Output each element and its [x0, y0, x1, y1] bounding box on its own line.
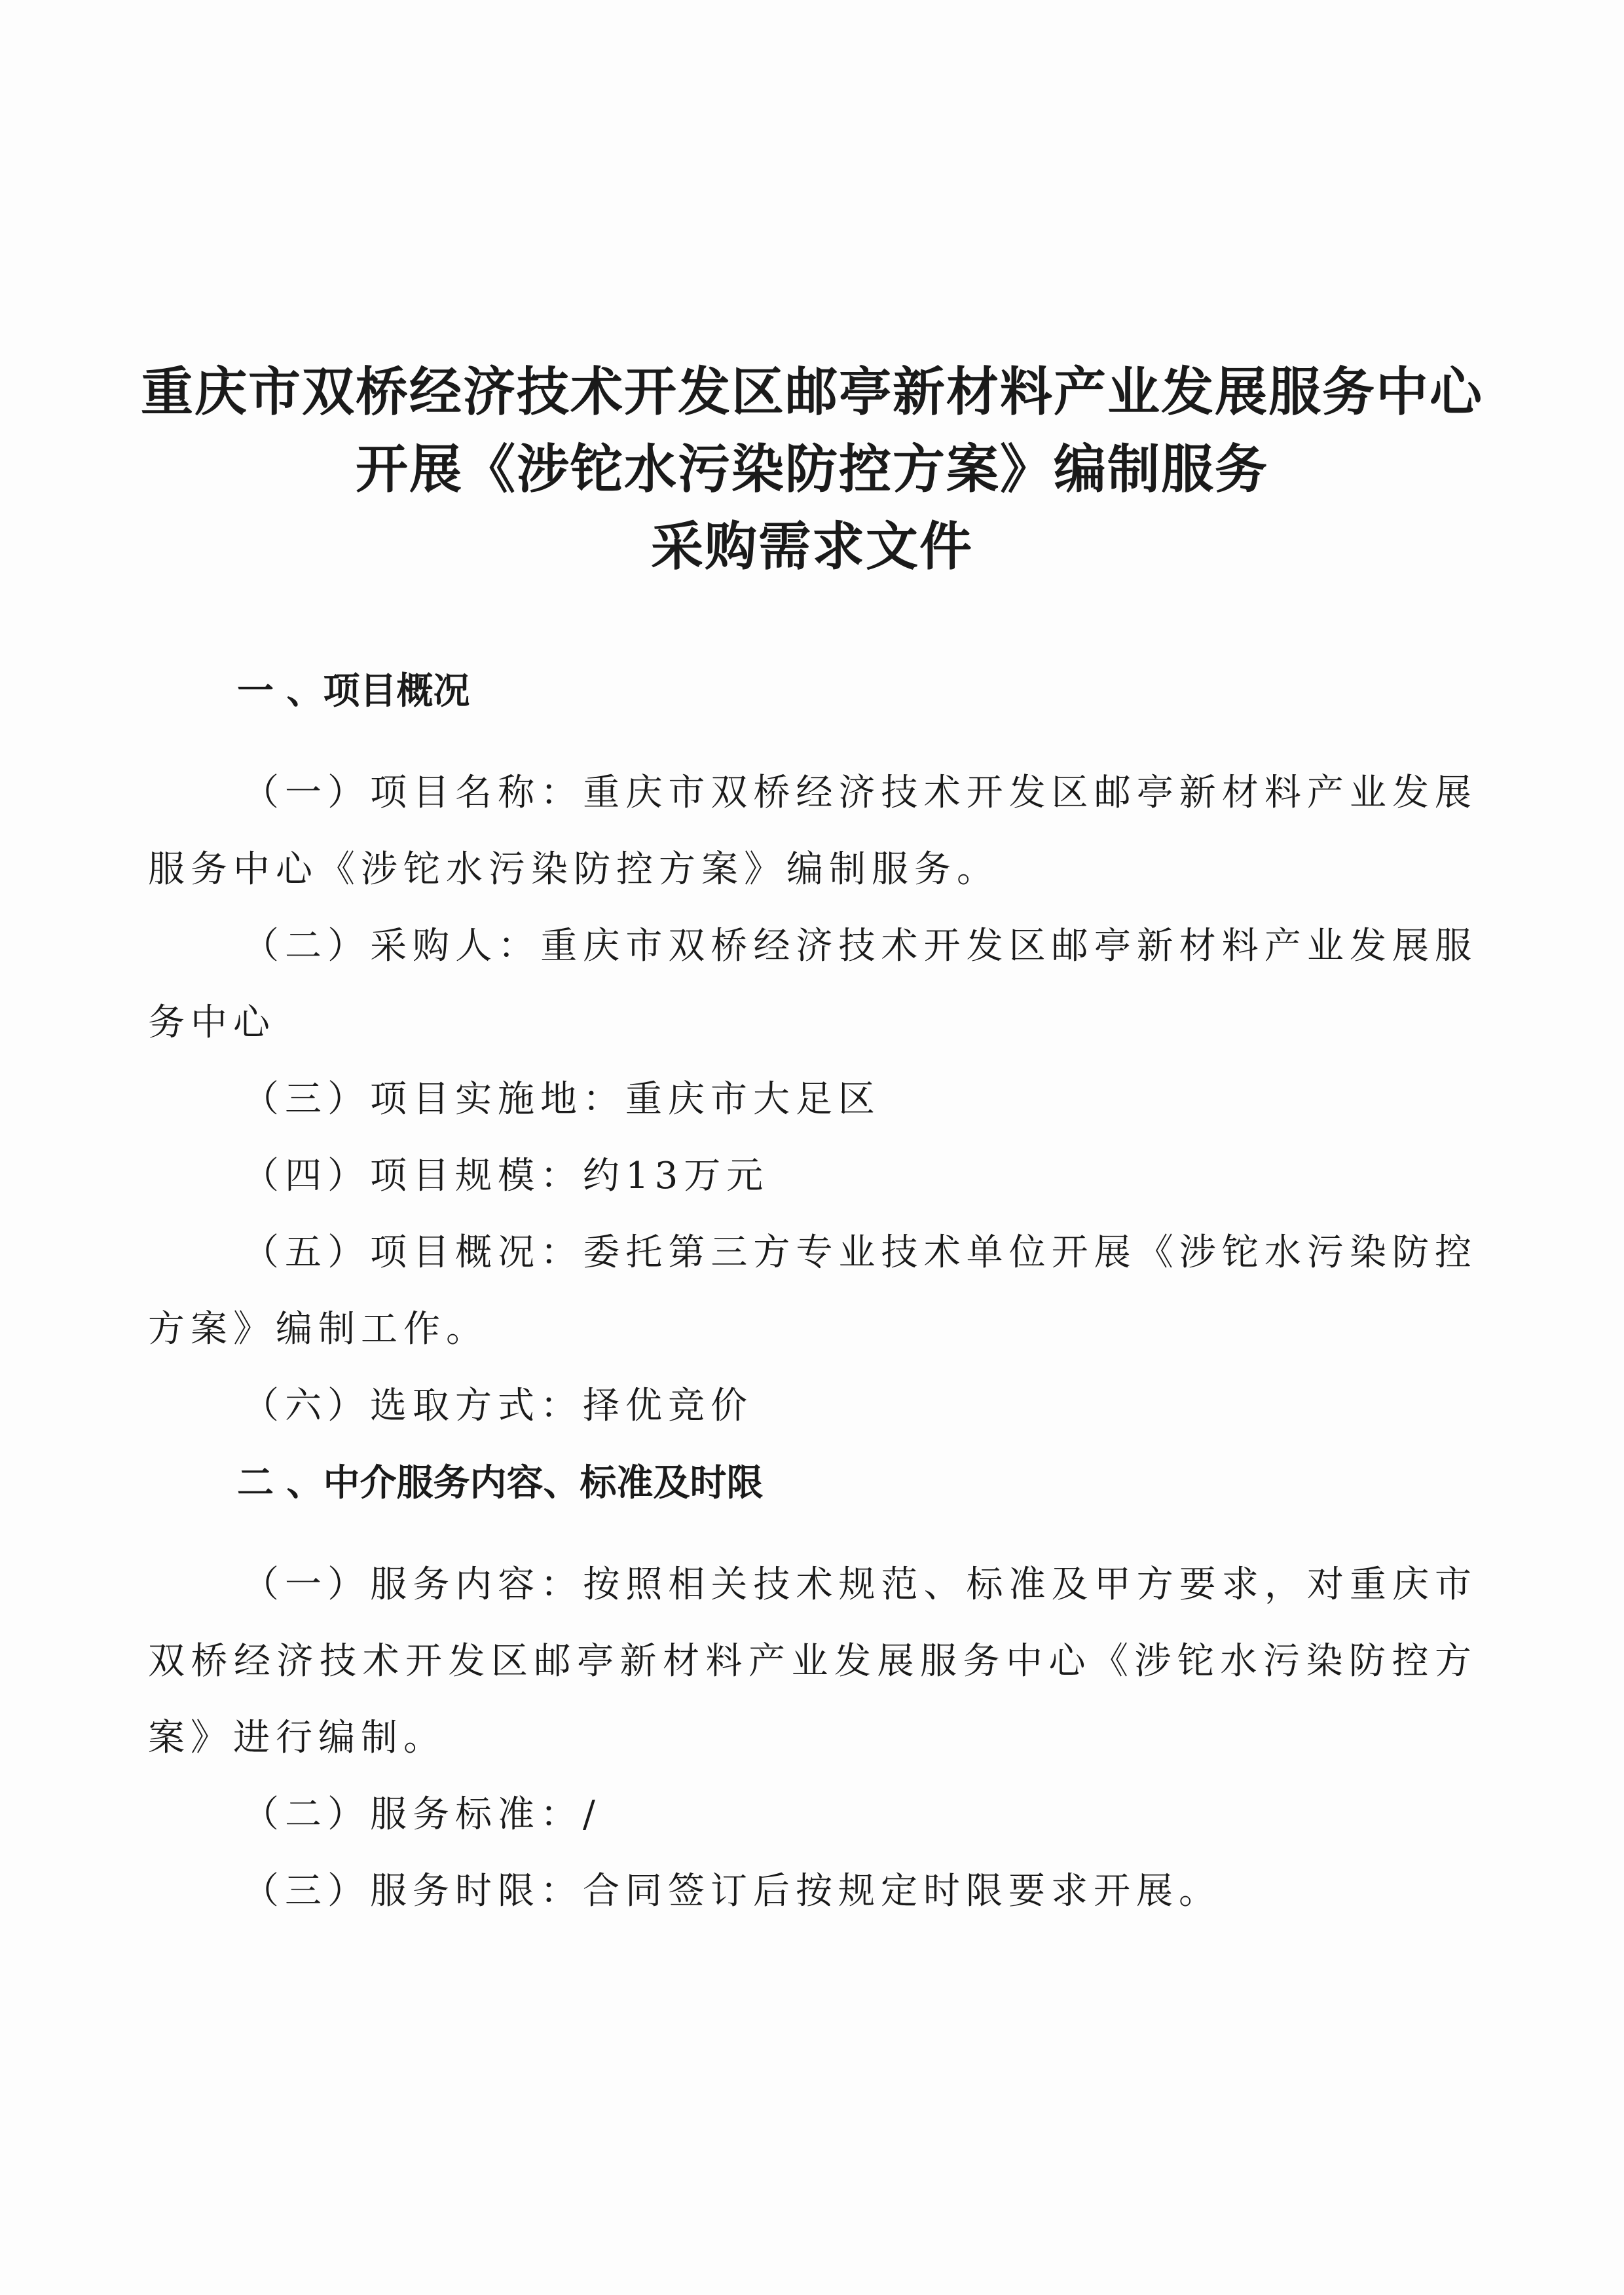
- title-line-1: 重庆市双桥经济技术开发区邮亭新材料产业发展服务中心: [141, 362, 1483, 422]
- item-service-content: （一）服务内容：按照相关技术规范、标准及甲方要求，对重庆市双桥经济技术开发区邮亭新材料产业发展服务中心《涉铊水污染防控方案》进行编制。: [148, 1563, 1477, 1759]
- item-location: （三）项目实施地：重庆市大足区: [242, 1078, 881, 1121]
- item-purchaser: （二）采购人：重庆市双桥经济技术开发区邮亭新材料产业发展服务中心: [148, 925, 1477, 1044]
- item-overview: （五）项目概况：委托第三方专业技术单位开展《涉铊水污染防控方案》编制工作。: [148, 1231, 1477, 1351]
- section-heading-overview: 一 、项目概况: [237, 670, 470, 713]
- title-line-3: 采购需求文件: [651, 516, 973, 577]
- section-heading-services: 二 、中介服务内容、标准及时限: [237, 1462, 764, 1504]
- document-body: [148, 667, 1477, 1930]
- item-service-duration: （三）服务时限：合同签订后按规定时限要求开展。: [242, 1870, 1221, 1912]
- document-title: [0, 354, 1624, 586]
- item-service-standard: （二）服务标准：/: [242, 1793, 601, 1836]
- item-selection-method: （六）选取方式：择优竞价: [242, 1385, 753, 1427]
- item-project-name: （一）项目名称：重庆市双桥经济技术开发区邮亭新材料产业发展服务中心《涉铊水污染防控方案》编制服务。: [148, 772, 1477, 891]
- item-scale: （四）项目规模：约13万元: [242, 1155, 769, 1197]
- title-line-2: 开展《涉铊水污染防控方案》编制服务: [356, 439, 1268, 500]
